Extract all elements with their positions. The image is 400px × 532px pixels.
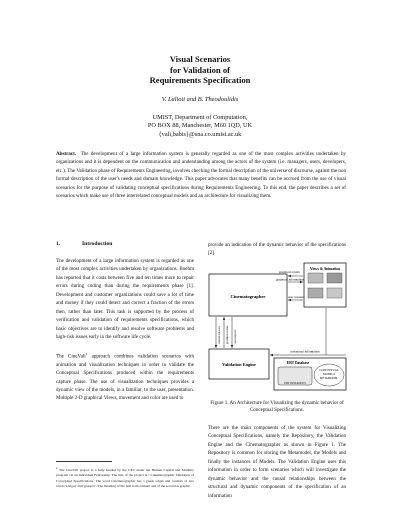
left-paragraph-1: The development of a large information system is regarded as one of the most complex activities undertaken by organizations. Boehm has reported that it costs between five and ten times more to repair errors during coding than during the requirements phase [1]. Development and customer organizations could save a lot of time and money if they could detect and correct a fraction of the errors then, rather than later. This task is supported by the process of verification and validation of requirements specifications, which basic objectives are to identify and resolve software problems and high-risk issues early in the software life cycle. xyxy=(56,258,194,341)
right-paragraph-1: provide an indication of the dynamic behavior of the specifications [2]. xyxy=(208,242,346,257)
conceptual-label: CONCEPTUAL xyxy=(319,368,339,372)
arrowhead-requests xyxy=(231,345,233,348)
left-paragraph-2 xyxy=(56,350,194,403)
user-requests-label: user requests xyxy=(288,295,305,299)
arrowhead-conceptual-information xyxy=(270,354,273,356)
architecture-figure xyxy=(208,262,348,392)
view-thumb-1 xyxy=(308,273,323,283)
left-column xyxy=(56,257,194,403)
title-line-3: Requirements Specification xyxy=(149,75,251,85)
right-paragraph-2: There are the main components of the system for Visualizing Conceptual Specifications, namely the Repository, the Validation Engine and the Cinematographer as shown in Figure 1. The Repository is common for storing the Metamodel, the Models and finally the instances of Models. The Validation Engine uses this information in order to form scenarios which will investigate the dynamic behavior and the causal relationships between the structural and dynamic components of the specification of an information xyxy=(208,425,346,499)
view-thumb-3 xyxy=(308,288,323,298)
right-column-bottom xyxy=(208,424,346,500)
abstract-label: Abstract. xyxy=(56,151,77,157)
abstract xyxy=(56,150,346,201)
title-line-2: for Validation of xyxy=(169,64,230,75)
affiliation-email: {vali,babis}@sna.co.umist.ac.uk xyxy=(158,130,242,138)
vertical-label-user-requests: user requests xyxy=(234,329,237,344)
validation-engine-label: Validation Engine xyxy=(222,362,256,367)
graphical-events-label: graphical events xyxy=(279,270,300,274)
section-heading xyxy=(56,241,112,247)
affiliation-line-2: PO BOX 88, Manchester, M60 1QD, UK xyxy=(147,122,253,130)
title-line-1: Visual Scenarios xyxy=(169,54,231,64)
view-thumb-4 xyxy=(327,288,342,298)
ert-database-label: ERT Database xyxy=(286,361,310,365)
footnote-mark: 1 xyxy=(56,466,58,470)
footnote-reference: 1 xyxy=(85,351,88,356)
section-title: Introduction xyxy=(82,241,113,247)
models-label: MODELS xyxy=(323,372,335,376)
vertical-label-control-requests: control requests xyxy=(218,326,221,344)
right-column-top xyxy=(208,241,346,258)
arrowhead-control xyxy=(215,345,217,348)
figure-caption: Figure 1. An Architecture for Visualizing the dynamic behavior of Conceptual Specifications. xyxy=(210,400,344,414)
left-paragraph-2-lead: The CineVali xyxy=(56,353,86,360)
views-animation-label: Views & Animation xyxy=(309,267,341,271)
left-paragraph-2-text: approach combines validation scenarios with animation and visualization techniques in order to validate the Conceptual Specifications produced within the requirements capture phase. The use of visualization techniques provides a dynamic view of the models, in a familiar, to the user, presentation. Multiple 2-D graphical Views, movement and color are used to xyxy=(56,353,194,402)
metamodel-label: METAMODEL xyxy=(319,376,339,380)
abstract-text: The development of a large information system is generally regarded as one of the most complex activities undertaken by organizations and it is dependent on the communication and understanding among the actors of the system (i.e. managers, users, developers, etc.). The Validation phase of Requirements Engineering, involves checking the formal description of the universe of discourse, against the non formal description of the user's needs and domain knowledge. This paper advocates that many benefits can be accrued from the use of visual scenarios for the purpose of validating conceptual specifications during Requirements Engineering. To this end, the paper describes a set of scenarios which make use of three interrelated conceptual models and an architecture for visualizing them. xyxy=(56,151,346,200)
authors: V. Lalioti and B. Theodoulidis xyxy=(161,96,239,103)
affiliation xyxy=(0,114,400,139)
arrowhead-events xyxy=(223,317,225,320)
footnote-rule xyxy=(56,461,112,462)
view-thumb-2 xyxy=(327,273,342,283)
affiliation-line-1: UMIST, Department of Computation, xyxy=(152,114,248,121)
ert-instances-label: ERT INSTANCES xyxy=(284,381,306,385)
paper-title xyxy=(0,54,400,86)
cinematographer-label: Cinematographer xyxy=(230,294,266,299)
graphical-information-label: graphical information xyxy=(276,277,304,282)
vertical-label-graphical-events: graphical events xyxy=(226,325,229,344)
arrowhead-user-requests xyxy=(288,299,291,301)
conceptual-information-label: conceptual information xyxy=(290,349,320,354)
section-number: 1. xyxy=(56,241,61,247)
footnote-text: The CineVali project is a fully funded by the CEC under the Human Capital and Mobility program via an Individual Fellowship. The title of the project is : Cinematographic Validation of Conceptual Specifications. The word Cinematographic has a greek origin and consists of two words 'κίνημα' and 'γράφειν'. The meaning of the first is movement and of the second is graphic. xyxy=(56,468,195,489)
footnote xyxy=(56,466,194,489)
